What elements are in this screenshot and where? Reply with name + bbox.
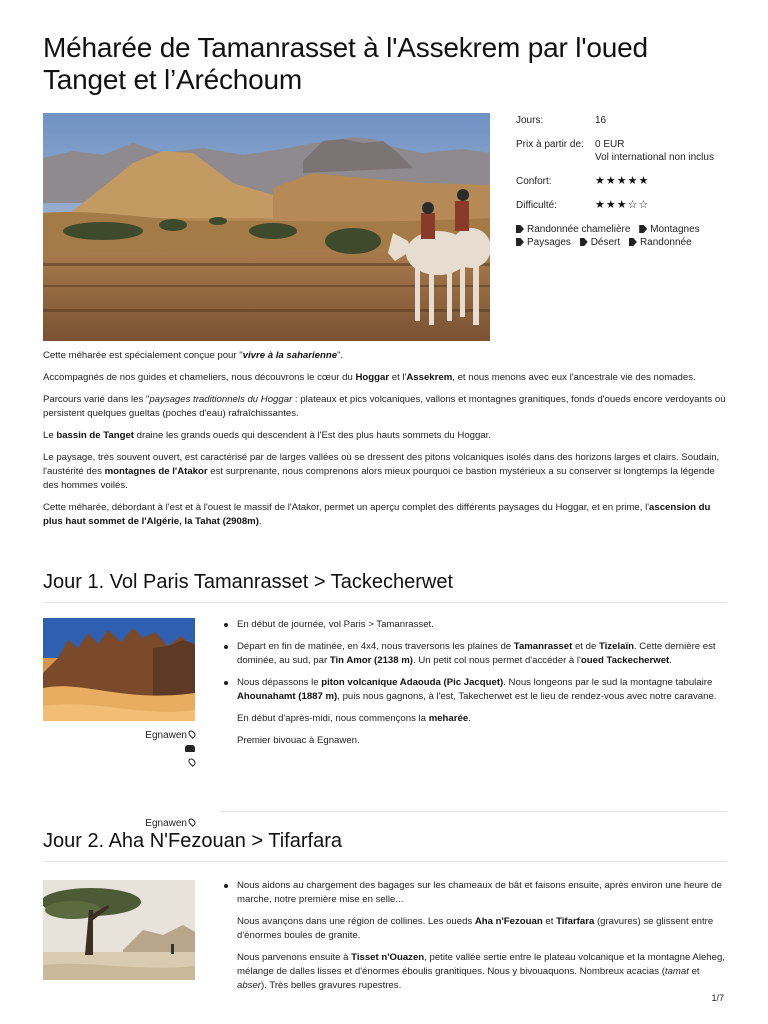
day-2-section	[43, 829, 727, 991]
tag-label: Désert	[590, 237, 621, 248]
page-number: 1/7	[711, 993, 724, 1003]
difficulty-stars: ★★★☆☆	[595, 199, 650, 211]
price-note: Vol international non inclus	[595, 152, 714, 163]
price-row	[516, 138, 736, 164]
tag-label: Randonnée	[639, 237, 692, 248]
intro-paragraph: Le bassin de Tanget draine les grands oueds qui descendent à l'Est des plus hauts sommets du Hoggar.	[43, 430, 492, 441]
map-pin-icon	[187, 817, 197, 827]
itinerary-paragraph: En début d'après-midi, nous commençons la meharée.	[237, 713, 471, 724]
tag-icon	[516, 238, 524, 246]
days-label: Jours:	[516, 115, 544, 126]
hero-photo-camels-desert	[43, 113, 490, 341]
itinerary-item: Nous dépassons le piton volcanique Adaouda (Pic Jacquet). Nous longeons par le sud la montagne tabulaire Ahounahamt (1887 m), puis nous gagnons, à l'est, Takecherwet est le lieu de rendez-vous avec notre caravane.	[220, 676, 727, 704]
intro-paragraph: Parcours varié dans les "paysages traditionnels du Hoggar : plateaux et pics volcaniques, vallons et montagnes granitiques, fonds d'oueds encore verdoyants où persistent quelques gueltas (poches d'eau) rafraîchissantes.	[43, 394, 726, 419]
difficulty-label: Difficulté:	[516, 200, 557, 211]
days-row	[516, 114, 736, 127]
itinerary-paragraph: Nous parvenons ensuite à Tisset n'Ouazen, petite vallée sertie entre le plateau volcanique et la montagne Aleheg, mélange de dalles lisses et d'énormes éboulis granitiques. Nous y bivouaquons. Nombreux acacias (tamat et abser). Très belles gravures rupestres.	[237, 952, 725, 991]
day-2-photo-acacia	[43, 880, 195, 980]
intro-text	[43, 349, 728, 537]
tag-list	[516, 223, 736, 249]
day-1-section	[43, 570, 727, 829]
day-1-route	[43, 729, 195, 771]
tag-label: Randonnée chamelière	[527, 224, 631, 235]
comfort-label: Confort:	[516, 176, 552, 187]
itinerary-item: Départ en fin de matinée, en 4x4, nous traversons les plaines de Tamanrasset et de Tizelaïn. Cette dernière est dominée, au sud, par Tin Amor (2138 m). Un petit col nous permet d'accéder à l'oued Tackecherwet.	[220, 640, 727, 668]
map-pin-icon	[187, 729, 197, 739]
itinerary-paragraph: Nous avançons dans une région de collines. Les oueds Aha n'Fezouan et Tifarfara (gravures) se glissent entre d'énormes boules de granite.	[237, 916, 714, 941]
map-pin-icon	[187, 757, 197, 767]
intro-paragraph: Cette méharée est spécialement conçue pour "vivre à la saharienne".	[43, 350, 344, 361]
intro-paragraph: Cette méharée, débordant à l'est et à l'ouest le massif de l'Atakor, permet un aperçu complet des différents paysages du Hoggar, et en prime, l'ascension du plus haut sommet de l'Algérie, la Tahat (2908m).	[43, 502, 711, 527]
route-transport	[43, 743, 195, 757]
price-value-block	[595, 138, 736, 164]
itinerary-item: Nous aidons au chargement des bagages sur les chameaux de bât et faisons ensuite, après environ une heure de marche, notre première mise en selle...	[220, 879, 727, 907]
comfort-stars: ★★★★★	[595, 175, 650, 187]
day-1-photo-rocks-dunes	[43, 618, 195, 721]
price-value: 0 EUR	[595, 139, 625, 150]
trip-facts	[516, 114, 736, 249]
tag-label: Paysages	[527, 237, 571, 248]
days-value: 16	[595, 115, 607, 126]
tag-item[interactable]	[516, 223, 630, 236]
tag-item[interactable]	[580, 236, 620, 249]
day-1-divider	[220, 811, 727, 812]
tag-label: Montagnes	[650, 224, 700, 235]
intro-paragraph: Accompagnés de nos guides et chameliers, nous découvrons le cœur du Hoggar et l'Assekrem, et nous menons avec eux l'ancestrale vie des nomades.	[43, 372, 696, 383]
itinerary-item: En début de journée, vol Paris > Tamanrasset.	[220, 618, 727, 632]
comfort-row	[516, 175, 736, 188]
tag-item[interactable]	[639, 223, 699, 236]
tag-icon	[580, 238, 588, 246]
route-stop	[43, 757, 195, 771]
route-start-label: Egnawen	[145, 730, 187, 741]
tag-icon	[516, 225, 524, 233]
tag-item[interactable]	[516, 236, 571, 249]
day-2-title: Jour 2. Aha N'Fezouan > Tifarfara	[43, 829, 727, 862]
tag-icon	[639, 225, 647, 233]
day-1-itinerary	[220, 618, 727, 756]
tag-icon	[629, 238, 637, 246]
route-end-label: Egnawen	[145, 818, 187, 829]
difficulty-row	[516, 199, 736, 212]
route-start	[43, 729, 195, 743]
tag-item[interactable]	[629, 236, 692, 249]
day-1-title: Jour 1. Vol Paris Tamanrasset > Tackecherwet	[43, 570, 727, 603]
day-2-itinerary	[220, 879, 727, 1001]
intro-paragraph: Le paysage, très souvent ouvert, est caractérisé par de larges vallées où se dressent des pitons volcaniques isolés dans des horizons larges et clairs. Soudain, l'austérité des montagnes de l'Atakor est surprenante, nous comprenons alors mieux pourquoi ce bastion mystérieux a su conserver si longtemps la légende des hommes voilés.	[43, 452, 720, 491]
price-label: Prix à partir de:	[516, 139, 584, 150]
car-icon	[185, 745, 195, 752]
itinerary-paragraph: Premier bivouac à Egnawen.	[237, 735, 360, 746]
page-title: Méharée de Tamanrasset à l'Assekrem par l'oued Tanget et l’Aréchoum	[43, 32, 648, 95]
